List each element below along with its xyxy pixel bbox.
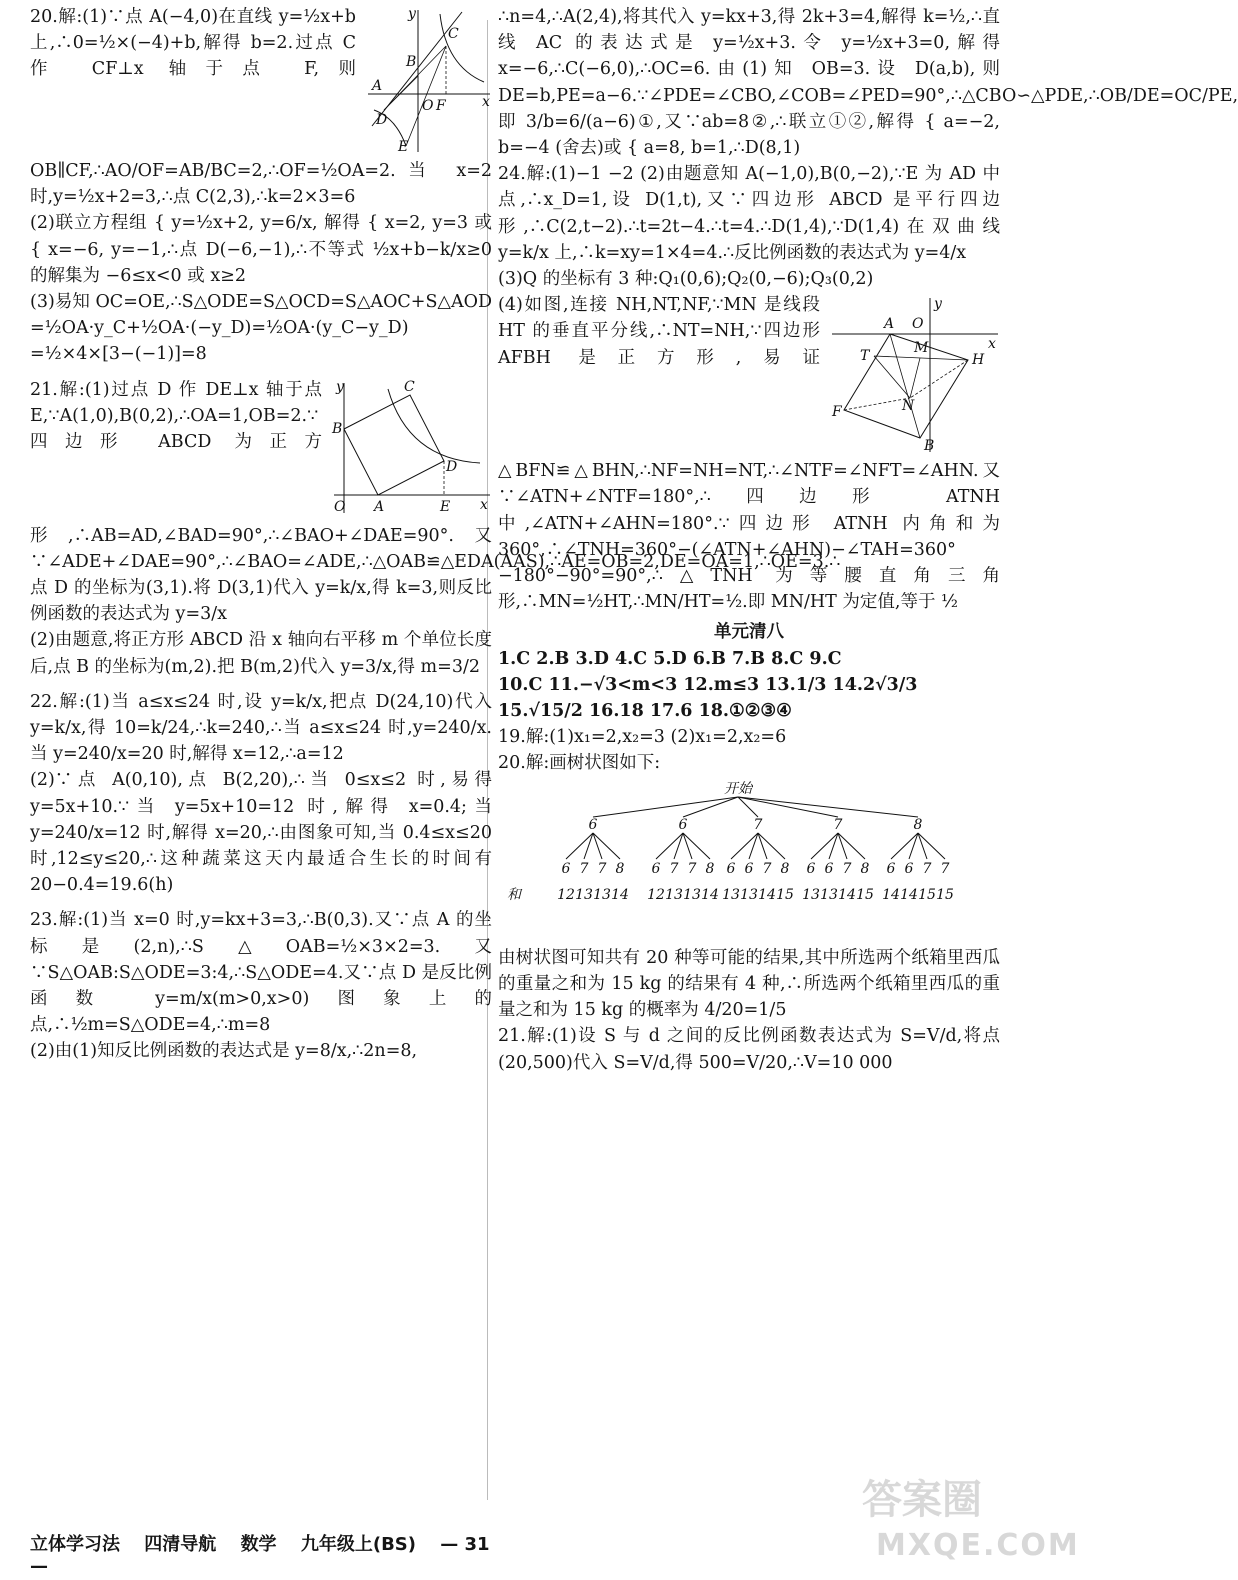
q21-part1: 21.解:(1)过点 D 作 DE⊥x 轴于点 E,∵A(1,0),B(0,2),∴OA=1,OB=2.∵四边形 ABCD 为正方形,∴AB=AD,∠BAD=90°,∴∠BAO+∠DAE=90°.又∵∠ADE+∠DAE=90°,∴∠BAO=∠ADE,∴△OAB≌△EDA(AAS),∴AE=OB=2,DE=OA=1,∴OE=3.∴点 D 的坐标为(3,1).将 D(3,1)代入 y=k/x,得 k=3,则反比例函数的表达式为 y=3/x — [30, 379, 841, 625]
footer — [30, 1530, 530, 1577]
answers-row-1: 1.C 2.B 3.D 4.C 5.D 6.B 7.B 8.C 9.C — [498, 648, 842, 669]
svg-text:x: x — [482, 94, 490, 110]
tree-sum-value: 13 — [740, 886, 758, 903]
svg-text:C: C — [404, 378, 415, 395]
footer-grade: 九年级上(BS) — [300, 1534, 416, 1555]
tree-level2-node: 7 — [669, 860, 679, 877]
tree-level2-node: 6 — [806, 860, 816, 877]
tree-level1-node: 7 — [753, 816, 763, 833]
q20-part3: (3)易知 OC=OE,∴S△ODE=S△OCD=S△AOC+S△AOD =½OA·y_C+½OA·(−y_D)=½OA·(y_C−y_D) =½×4×[3−(−1)]=8 — [30, 292, 492, 365]
svg-text:y: y — [408, 6, 416, 22]
svg-text:C: C — [448, 26, 459, 42]
svg-text:F: F — [436, 98, 446, 114]
svg-text:A: A — [374, 498, 385, 515]
tree-sum-value: 14 — [882, 886, 900, 903]
svg-text:A: A — [884, 316, 895, 333]
tree-level2-node: 8 — [860, 860, 870, 877]
tree-level2-node: 6 — [824, 860, 834, 877]
tree-level2-node: 6 — [744, 860, 754, 877]
tree-level2-node: 6 — [561, 860, 571, 877]
tree-level2-node: 7 — [940, 860, 950, 877]
footer-page: — 31 — — [30, 1534, 490, 1577]
right-column — [498, 4, 1238, 1076]
footer-subject: 数学 — [240, 1534, 277, 1555]
watermark-logo: 答案圈 — [862, 1477, 982, 1523]
tree-sum-value: 13 — [802, 886, 820, 903]
tree-sum-value: 13 — [575, 886, 593, 903]
tree-level1-node: 6 — [588, 816, 598, 833]
tree-level2-node: 7 — [922, 860, 932, 877]
svg-text:D: D — [446, 458, 458, 475]
figure-q21 — [332, 379, 492, 519]
q23-part2: (2)由(1)知反比例函数的表达式是 y=8/x,∴2n=8, — [30, 1041, 418, 1062]
tree-diagram — [498, 777, 978, 937]
footer-book: 立体学习法 — [30, 1534, 120, 1555]
tree-sum-value: 15 — [856, 886, 874, 903]
tree-level2-node: 8 — [780, 860, 790, 877]
q20-part1: 20.解:(1)∵点 A(−4,0)在直线 y=½x+b 上,∴0=½×(−4)+b,解得 b=2.过点 C 作 CF⊥x 轴于点 F,则 OB∥CF,∴AO/OF=AB/BC=2,∴OF=½OA=2.当 x=2 时,y=½x+2=3,∴点 C(2,3),∴k=2×3=6 — [30, 7, 492, 208]
svg-text:x: x — [480, 496, 488, 513]
svg-text:B: B — [406, 54, 417, 70]
svg-text:E: E — [398, 139, 409, 155]
svg-text:M: M — [914, 340, 929, 357]
tree-level2-node: 6 — [904, 860, 914, 877]
figure-q24 — [830, 294, 1000, 454]
tree-level2-node: 6 — [886, 860, 896, 877]
tree-start-label: 开始 — [724, 780, 752, 797]
figure-q20 — [366, 6, 492, 154]
svg-text:x: x — [988, 336, 996, 353]
tree-level2-node: 8 — [615, 860, 625, 877]
tree-sum-value: 14 — [758, 886, 776, 903]
q20-part2: (2)联立方程组 { y=½x+2, y=6/x, 解得 { x=2, y=3 或 { x=−6, y=−1,∴点 D(−6,−1),∴不等式 ½x+b−k/x≥0 的解集为 −6≤x<0 或 x≥2 — [30, 213, 492, 286]
q22-part1: 22.解:(1)当 a≤x≤24 时,设 y=k/x,把点 D(24,10)代入 y=k/x,得 10=k/24,∴k=240,∴当 a≤x≤24 时,y=240/x.当 y=240/x=20 时,解得 x=12,∴a=12 — [30, 691, 492, 765]
tree-sum-value: 14 — [900, 886, 918, 903]
tree-level1-node: 8 — [913, 816, 923, 833]
tree-sum-value: 13 — [722, 886, 740, 903]
tree-sum-value: 15 — [776, 886, 794, 903]
tree-level2-node: 7 — [687, 860, 697, 877]
q20-conclusion: 由树状图可知共有 20 种等可能的结果,其中所选两个纸箱里西瓜的重量之和为 15 kg 的结果有 4 种,∴所选两个纸箱里西瓜的重量之和为 15 kg 的概率为 4/20=1/5 — [498, 947, 1000, 1021]
q23-part1: 23.解:(1)当 x=0 时,y=kx+3=3,∴B(0,3).又∵点 A 的坐标是(2,n),∴S△OAB=½×3×2=3.又∵S△OAB:S△ODE=3:4,∴S△ODE=4.又∵点 D 是反比例函数 y=m/x(m>0,x>0)图象上的点,∴½m=S△ODE=4,∴m=8 — [30, 910, 492, 1036]
q23-continued: ∴n=4,∴A(2,4),将其代入 y=kx+3,得 2k+3=4,解得 k=½,∴直线 AC 的表达式是 y=½x+3.令 y=½x+3=0,解得 x=−6,∴C(−6,0),∴OC=6.由(1)知 OB=3.设 D(a,b),则 DE=b,PE=a−6.∵∠PDE=∠CBO,∠COB=∠PED=90°,∴△CBO∽△PDE,∴OB/DE=OC/PE,即 3/b=6/(a−6)①,又∵ab=8②,∴联立①②,解得 { a=−2, b=−4 (舍去)或 { a=8, b=1,∴D(8,1) — [498, 7, 1238, 159]
tree-branch-1 — [738, 797, 918, 817]
tree-branch-1 — [593, 797, 738, 817]
q22-part2: (2)∵点 A(0,10),点 B(2,20),∴当 0≤x≤2 时,易得 y=5x+10.∵当 y=5x+10=12 时,解得 x=0.4;当 y=240/x=12 时,解得 x=20,∴由图象可知,当 0.4≤x≤20 时,12≤y≤20,∴这种蔬菜这天内最适合生长的时间有 20−0.4=19.6(h) — [30, 770, 492, 896]
tree-sum-value: 15 — [918, 886, 936, 903]
q24-part1: 24.解:(1)−1 −2 (2)由题意知 A(−1,0),B(0,−2),∵E 为 AD 中点,∴x_D=1,设 D(1,t),又∵四边形 ABCD 是平行四边形,∴C(2,t−2).∴t=2t−4.∴t=4.∴D(1,4),∵D(1,4)在双曲线 y=k/x 上,∴k=xy=1×4=4.∴反比例函数的表达式为 y=4/x — [498, 164, 1000, 263]
tree-sum-value: 13 — [665, 886, 683, 903]
svg-text:A: A — [372, 78, 383, 94]
tree-level2-node: 7 — [842, 860, 852, 877]
answers-row-2: 10.C 11.−√3<m<3 12.m≤3 13.1/3 14.2√3/3 — [498, 674, 918, 695]
tree-level1-node: 6 — [678, 816, 688, 833]
tree-sum-value: 15 — [936, 886, 954, 903]
watermark-url: MXQE.COM — [876, 1528, 1080, 1563]
tree-level2-node: 7 — [597, 860, 607, 877]
tree-level2-node: 7 — [762, 860, 772, 877]
tree-level2-node: 6 — [651, 860, 661, 877]
q21-answer: 21.解:(1)设 S 与 d 之间的反比例函数表达式为 S=V/d,将点(20,500)代入 S=V/d,得 500=V/20,∴V=10 000 — [498, 1026, 1000, 1073]
svg-text:D: D — [376, 112, 388, 128]
tree-level2-node: 8 — [705, 860, 715, 877]
tree-branch-1 — [738, 797, 838, 817]
tree-branch-1 — [683, 797, 738, 817]
footer-series: 四清导航 — [144, 1534, 217, 1555]
tree-sum-value: 13 — [593, 886, 611, 903]
svg-text:T: T — [860, 348, 870, 365]
svg-text:E: E — [440, 498, 451, 515]
tree-level2-node: 7 — [579, 860, 589, 877]
svg-text:O: O — [422, 98, 434, 114]
q20-intro: 20.解:画树状图如下: — [498, 753, 661, 774]
tree-sum-value: 14 — [701, 886, 719, 903]
unit-heading: 单元清八 — [714, 622, 784, 643]
svg-text:B: B — [332, 420, 343, 437]
q24-part2: (3)Q 的坐标有 3 种:Q₁(0,6);Q₂(0,−6);Q₃(0,2) — [498, 269, 874, 290]
tree-sum-value: 14 — [838, 886, 856, 903]
tree-sum-value: 12 — [557, 886, 575, 903]
svg-text:N: N — [902, 398, 915, 415]
q19-answer: 19.解:(1)x₁=2,x₂=3 (2)x₁=2,x₂=6 — [498, 727, 787, 748]
svg-text:H: H — [972, 352, 985, 369]
svg-text:O: O — [912, 316, 924, 333]
tree-sum-value: 14 — [611, 886, 629, 903]
svg-text:y: y — [336, 378, 344, 395]
tree-sum-label: 和 — [507, 886, 521, 903]
q24-part4: (4)如图,连接 NH,NT,NF,∵MN 是线段 HT 的垂直平分线,∴NT=NH,∵四边形 AFBH 是正方形,易证△BFN≌△BHN,∴NF=NH=NT,∴∠NTF=∠NFT=∠AHN.又∵∠ATN+∠NTF=180°,∴四边形 ATNH 中,∠ATN+∠AHN=180°.∵四边形 ATNH 内角和为 360°,∴∠TNH=360°−(∠ATN+∠AHN)−∠TAH=360°−180°−90°=90°,∴△TNH 为等腰直角三角形,∴MN=½HT,∴MN/HT=½.即 MN/HT 为定值,等于 ½ — [498, 295, 1000, 613]
answers-row-3: 15.√15/2 16.18 17.6 18.①②③④ — [498, 701, 792, 722]
tree-level1-node: 7 — [833, 816, 843, 833]
tree-sum-value: 12 — [647, 886, 665, 903]
q21-part2: (2)由题意,将正方形 ABCD 沿 x 轴向右平移 m 个单位长度后,点 B 的坐标为(m,2).把 B(m,2)代入 y=3/x,得 m=3/2 — [30, 630, 492, 677]
svg-text:F: F — [832, 404, 842, 421]
svg-text:y: y — [934, 296, 942, 313]
tree-sum-value: 13 — [683, 886, 701, 903]
tree-sum-value: 13 — [820, 886, 838, 903]
tree-level2-node: 6 — [726, 860, 736, 877]
svg-text:O: O — [334, 498, 346, 515]
svg-text:B: B — [924, 438, 935, 455]
